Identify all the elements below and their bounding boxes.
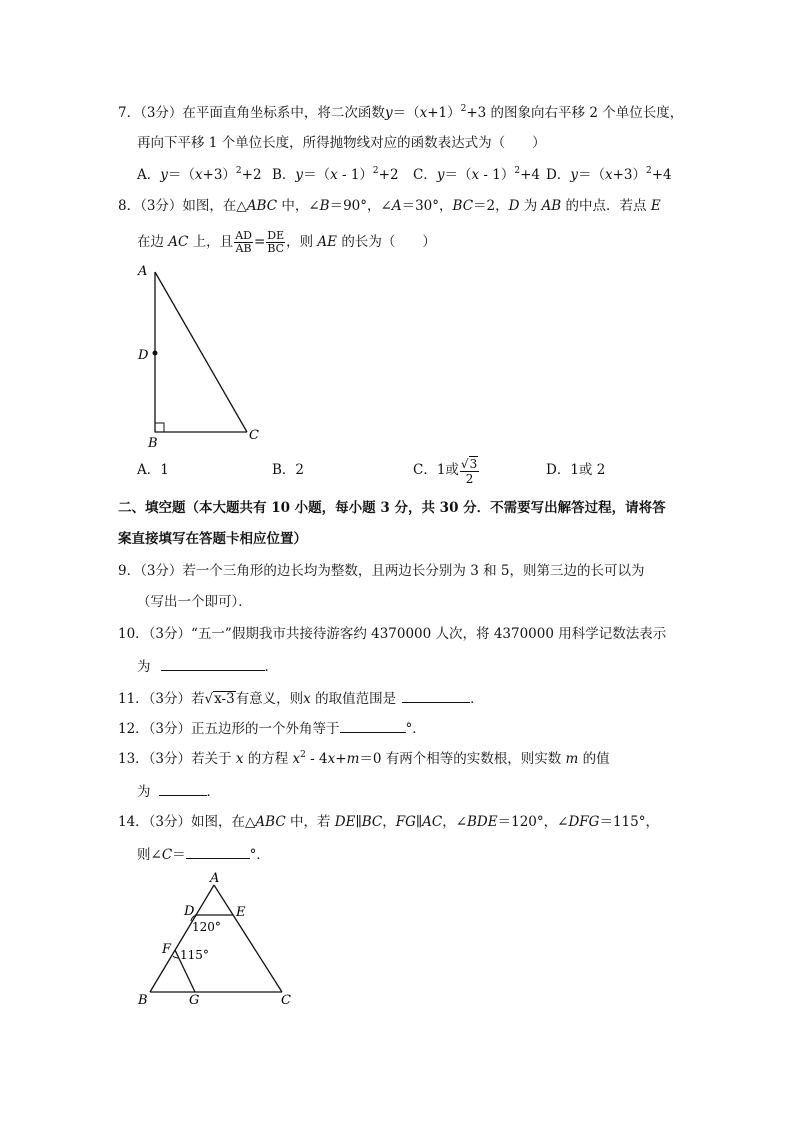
q14-t2: ∥ <box>355 814 362 830</box>
q14-label-g: G <box>189 993 200 1008</box>
q8-ab: AB <box>541 198 562 214</box>
q14-angle-label-115: 115° <box>180 948 209 962</box>
q7-line2: 再向下平移 1 个单位长度，所得抛物线对应的函数表达式为（ ） <box>137 135 546 151</box>
q14-ac: AC <box>422 814 443 830</box>
q8-head: 8．（3分）如图，在△ <box>118 198 247 214</box>
q11-pre: 11．（3分）若 <box>118 691 205 707</box>
q7-option-a-label: A． <box>137 167 161 183</box>
q7-option-d-x: x <box>604 167 613 183</box>
q7-option-c-label: C． <box>413 167 437 183</box>
q7-option-b-x: x <box>330 167 338 183</box>
q9-line2: （写出一个即可）． <box>137 594 252 610</box>
q13-answer-blank[interactable] <box>159 781 207 796</box>
q8-bc: BC <box>452 198 474 214</box>
q7-option-c <box>413 166 540 184</box>
q8-frac2-den: BC <box>267 242 285 255</box>
q10-line1: 10．（3分）“五一”假期我市共接待游客约 4370000 人次，将 4370000 用科学记数法表示 <box>118 626 667 642</box>
q7-option-b-label: B． <box>272 167 296 183</box>
q7-head: 7．（3分）在平面直角坐标系中，将二次函数 <box>118 105 385 121</box>
q13-line2-post: ． <box>206 784 220 800</box>
q8-option-c-pre: C．1或 <box>413 462 459 478</box>
q8-option-c-fraction <box>460 456 479 486</box>
q8-option-d: D．1或 2 <box>546 462 606 478</box>
q10-answer-blank[interactable] <box>161 656 265 671</box>
q8-line1 <box>118 197 661 215</box>
q7-option-a-y: y <box>160 167 168 183</box>
q13-m: m <box>346 751 360 767</box>
q14-triangle-figure <box>130 866 310 1010</box>
q8-t3: ＝30°， <box>401 198 453 214</box>
q7-option-a-x: x <box>194 167 203 183</box>
q11-post: 的取值范围是 <box>310 691 397 707</box>
q7-option-c-eq: ＝（ <box>444 167 472 183</box>
q14-c: C <box>161 847 173 863</box>
q14-label-f: F <box>162 942 172 957</box>
q7-option-d-y: y <box>570 167 578 183</box>
q12-answer-blank[interactable] <box>340 718 406 733</box>
q14-head: 14．（3分）如图，在△ <box>118 814 256 830</box>
q14-l2-pre: 则∠ <box>137 847 162 863</box>
q7-option-c-inner: - 1） <box>479 167 515 183</box>
q8-b: B <box>319 198 330 214</box>
q14-label-d: D <box>184 904 195 919</box>
q7-option-c-tail: +4 <box>520 167 540 183</box>
q14-line1 <box>118 813 659 831</box>
q8-option-a: A．1 <box>137 462 169 478</box>
q8-triangle-figure <box>130 258 280 452</box>
q14-label-e: E <box>236 905 246 920</box>
q13-exp: 2 <box>300 750 306 760</box>
q8-fraction-ad-ab <box>234 230 253 255</box>
q7-func-rest: +1） <box>427 105 461 121</box>
q7-func-eq: ＝（ <box>392 105 420 121</box>
q8-l2-c: ，则 <box>286 234 318 250</box>
q8-t1: 中，∠ <box>277 198 320 214</box>
q13-mid: 的方程 <box>243 751 293 767</box>
q8-frac-eq: = <box>253 234 266 250</box>
q14-fg: FG <box>395 814 416 830</box>
q13-eq-c: ＝0 有两个相等的实数根，则实数 <box>359 751 566 767</box>
q8-ac: AC <box>168 234 189 250</box>
q13-line1 <box>118 750 610 768</box>
q7-option-d-eq: ＝（ <box>577 167 605 183</box>
q7-option-c-x: x <box>471 167 480 183</box>
q13-x2: x <box>292 751 301 767</box>
q7-line1 <box>118 104 683 122</box>
q13-eq-a: - 4 <box>305 751 328 767</box>
q8-l2-d: 的长为（ ） <box>337 234 436 250</box>
q14-side-ac <box>214 885 282 992</box>
q12-line <box>118 718 426 738</box>
q8-d: D <box>508 198 520 214</box>
q7-option-d-inner: +3） <box>612 167 646 183</box>
q7-option-b-tail: +2 <box>378 167 399 183</box>
q8-side-ac <box>155 272 247 432</box>
q8-t6: 的中点．若点 <box>561 198 651 214</box>
q13-line2-pre: 为 <box>137 784 151 800</box>
q8-point-d <box>153 351 158 356</box>
q11-mid: 有意义，则 <box>235 691 304 707</box>
q7-option-d-exp: 2 <box>646 166 652 176</box>
q8-l2-a: 在边 <box>137 234 169 250</box>
q7-option-a-eq: ＝（ <box>167 167 195 183</box>
section2-heading-line1: 二、填空题（本大题共有 10 小题，每小题 3 分，共 30 分．不需要写出解答过程，请将答 <box>118 500 666 516</box>
q8-e: E <box>650 198 661 214</box>
q8-label-a: A <box>138 264 148 279</box>
q8-frac1-num: AD <box>235 229 252 242</box>
q11-answer-blank[interactable] <box>402 688 470 703</box>
q7-option-b <box>272 166 399 184</box>
q14-de: DE <box>334 814 356 830</box>
q13-m2: m <box>565 751 579 767</box>
q14-answer-blank[interactable] <box>186 844 250 859</box>
q13-line2 <box>137 781 220 801</box>
q14-label-c: C <box>281 993 291 1008</box>
q13-pre: 13．（3分）若关于 <box>118 751 236 767</box>
q7-option-a-exp: 2 <box>235 166 242 176</box>
q14-t7: ＝115°， <box>599 814 659 830</box>
q10-line2 <box>137 656 278 676</box>
q14-t6: ＝120°，∠ <box>497 814 569 830</box>
q8-option-c-den: 2 <box>465 471 474 486</box>
q11-end: ． <box>470 691 484 707</box>
q14-l2-post: °． <box>249 847 270 863</box>
q7-func-y: y <box>384 105 393 121</box>
q7-option-b-y: y <box>295 167 304 183</box>
q7-option-d <box>546 166 672 184</box>
q14-angle-label-120: 120° <box>192 920 221 934</box>
q8-option-c <box>413 452 480 488</box>
q14-bde: BDE <box>467 814 498 830</box>
q11-line: 11．（3分）若√x-3有意义，则x 的取值范围是 ． <box>118 688 484 708</box>
q8-abc: ABC <box>246 198 278 214</box>
q14-line2 <box>137 844 270 864</box>
q14-dfg: DFG <box>568 814 600 830</box>
q14-side-ab <box>150 885 214 992</box>
q8-fraction-de-bc <box>266 230 285 255</box>
q8-option-c-num: √3 <box>460 456 478 471</box>
q8-label-b: B <box>148 436 158 451</box>
q13-x3: x <box>327 751 336 767</box>
q8-l2-b: 上，且 <box>188 234 234 250</box>
q14-t3: ， <box>382 814 396 830</box>
q10-line2-pre: 为 <box>137 659 151 675</box>
q7-option-a <box>137 166 262 184</box>
q8-t4: ＝2， <box>473 198 509 214</box>
q8-option-b: B．2 <box>272 462 305 478</box>
q7-option-c-y: y <box>436 167 445 183</box>
q8-right-angle-mark <box>155 423 164 432</box>
q14-abc: ABC <box>255 814 286 830</box>
q7-option-b-exp: 2 <box>372 166 379 176</box>
q8-option-c-sqrt: 3 <box>469 456 478 471</box>
q7-option-c-exp: 2 <box>514 166 521 176</box>
q11-x: x <box>303 691 311 707</box>
section2-heading-line2: 案直接填写在答题卡相应位置） <box>118 531 307 547</box>
q8-frac2-num: DE <box>267 229 285 242</box>
q13-x: x <box>235 751 244 767</box>
q10-line2-post: ． <box>264 659 278 675</box>
q8-t5: 为 <box>519 198 542 214</box>
q7-option-b-inner: - 1） <box>337 167 373 183</box>
q8-ae: AE <box>317 234 338 250</box>
q8-label-c: C <box>249 428 259 443</box>
q8-line2 <box>137 229 436 255</box>
q8-a: A <box>391 198 402 214</box>
q8-t2: ＝90°，∠ <box>329 198 392 214</box>
q14-t1: 中，若 <box>285 814 335 830</box>
q14-t4: ∥ <box>415 814 423 830</box>
q12-post: °． <box>405 721 426 737</box>
q14-t5: ，∠ <box>442 814 468 830</box>
q12-pre: 12．（3分）正五边形的一个外角等于 <box>118 721 340 737</box>
q7-func-x: x <box>419 105 428 121</box>
q7-option-a-tail: +2 <box>241 167 262 183</box>
q7-option-d-tail: +4 <box>651 167 672 183</box>
q7-option-a-inner: +3） <box>202 167 236 183</box>
q14-label-a: A <box>210 871 220 886</box>
q14-bc: BC <box>361 814 383 830</box>
q7-func-exp: 2 <box>460 104 467 114</box>
q14-l2-eq: ＝ <box>172 847 186 863</box>
q7-func-tail: +3 的图象向右平移 2 个单位长度， <box>466 105 684 121</box>
q9-line1: 9．（3分）若一个三角形的边长均为整数，且两边长分别为 3 和 5，则第三边的长可以为 <box>118 563 645 579</box>
q11-radicand: x-3 <box>214 691 235 707</box>
q13-eq-b: + <box>335 751 347 767</box>
q7-option-d-label: D． <box>546 167 571 183</box>
q8-label-d: D <box>138 348 149 363</box>
q14-label-b: B <box>138 993 148 1008</box>
q8-frac1-den: AB <box>235 242 252 255</box>
q7-option-b-eq: ＝（ <box>303 167 331 183</box>
q13-tail: 的值 <box>578 751 610 767</box>
